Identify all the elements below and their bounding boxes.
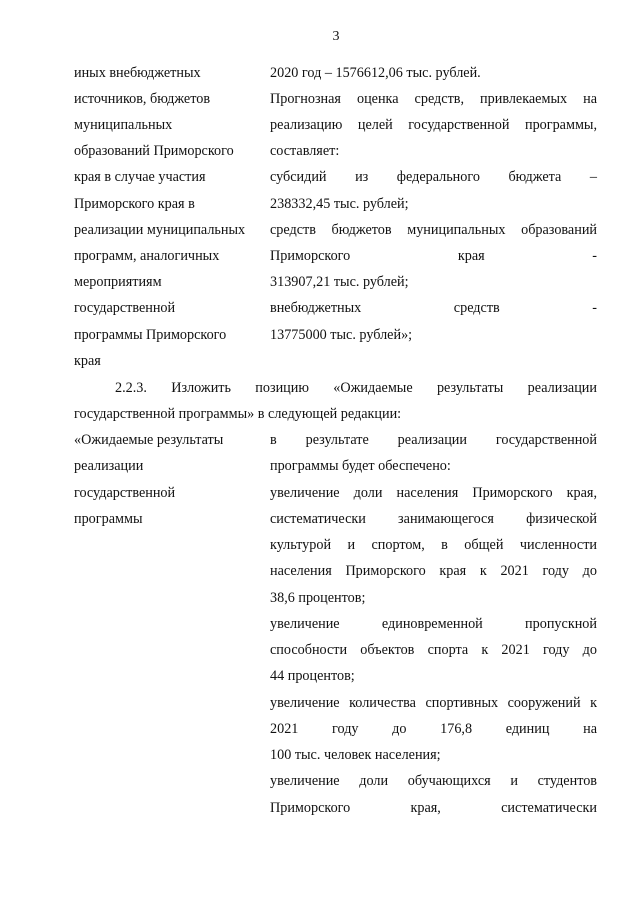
right-cell-line: населения Приморского края к 2021 году до [270, 563, 597, 579]
left-cell-line: иных внебюджетных [74, 65, 201, 81]
right-cell-line: субсидий из федерального бюджета – [270, 169, 597, 185]
right-cell-line: увеличение доли населения Приморского края, [270, 485, 597, 501]
page-number: 3 [332, 29, 340, 44]
right-cell-line: 100 тыс. человек населения; [270, 747, 441, 763]
left-cell-line: программы [74, 511, 143, 527]
right-cell-line: внебюджетных средств - [270, 300, 597, 316]
paragraph-line: государственной программы» в следующей редакции: [74, 406, 402, 422]
right-cell-line: способности объектов спорта к 2021 году до [270, 642, 597, 658]
right-cell-line: 313907,21 тыс. рублей; [270, 274, 409, 290]
left-cell-line: мероприятиям [74, 274, 162, 290]
right-cell-line: систематически занимающегося физической [270, 511, 597, 527]
right-cell-line: 2021 году до 176,8 единиц на [270, 721, 597, 737]
left-cell-line: Приморского края в [74, 196, 195, 212]
left-cell-line: края в случае участия [74, 169, 206, 185]
right-cell-line: 2020 год – 1576612,06 тыс. рублей. [270, 65, 481, 81]
left-cell-line: образований Приморского [74, 143, 234, 159]
left-cell-line: государственной [74, 300, 176, 316]
right-cell-line: программы будет обеспечено: [270, 458, 451, 474]
left-cell-line: реализации [74, 458, 144, 474]
left-cell-line: государственной [74, 485, 176, 501]
right-cell-line: Приморского края, систематически [270, 800, 597, 816]
left-cell-line: программ, аналогичных [74, 248, 220, 264]
left-cell-line: «Ожидаемые результаты [74, 432, 224, 448]
right-cell-line: увеличение количества спортивных сооружений к [270, 695, 597, 711]
left-cell-line: программы Приморского [74, 327, 227, 343]
right-cell-line: Приморского края - [270, 248, 597, 264]
right-cell-line: 44 процентов; [270, 668, 355, 684]
left-cell-line: края [74, 353, 101, 369]
left-cell-line: источников, бюджетов [74, 91, 211, 107]
right-cell-line: увеличение единовременной пропускной [270, 616, 597, 632]
right-cell-line: 38,6 процентов; [270, 590, 366, 606]
left-cell-line: муниципальных [74, 117, 173, 133]
right-cell-line: реализацию целей государственной программы, [270, 117, 597, 133]
right-cell-line: увеличение доли обучающихся и студентов [270, 773, 597, 789]
right-cell-line: 238332,45 тыс. рублей; [270, 196, 409, 212]
right-cell-line: средств бюджетов муниципальных образований [270, 222, 597, 238]
right-cell-line: Прогнозная оценка средств, привлекаемых на [270, 91, 597, 107]
left-cell-line: реализации муниципальных [74, 222, 246, 238]
right-cell-line: 13775000 тыс. рублей»; [270, 327, 413, 343]
right-cell-line: культурой и спортом, в общей численности [270, 537, 597, 553]
right-cell-line: в результате реализации государственной [270, 432, 597, 448]
paragraph-line: 2.2.3. Изложить позицию «Ожидаемые результаты реализации [115, 380, 597, 396]
right-cell-line: составляет: [270, 143, 340, 159]
